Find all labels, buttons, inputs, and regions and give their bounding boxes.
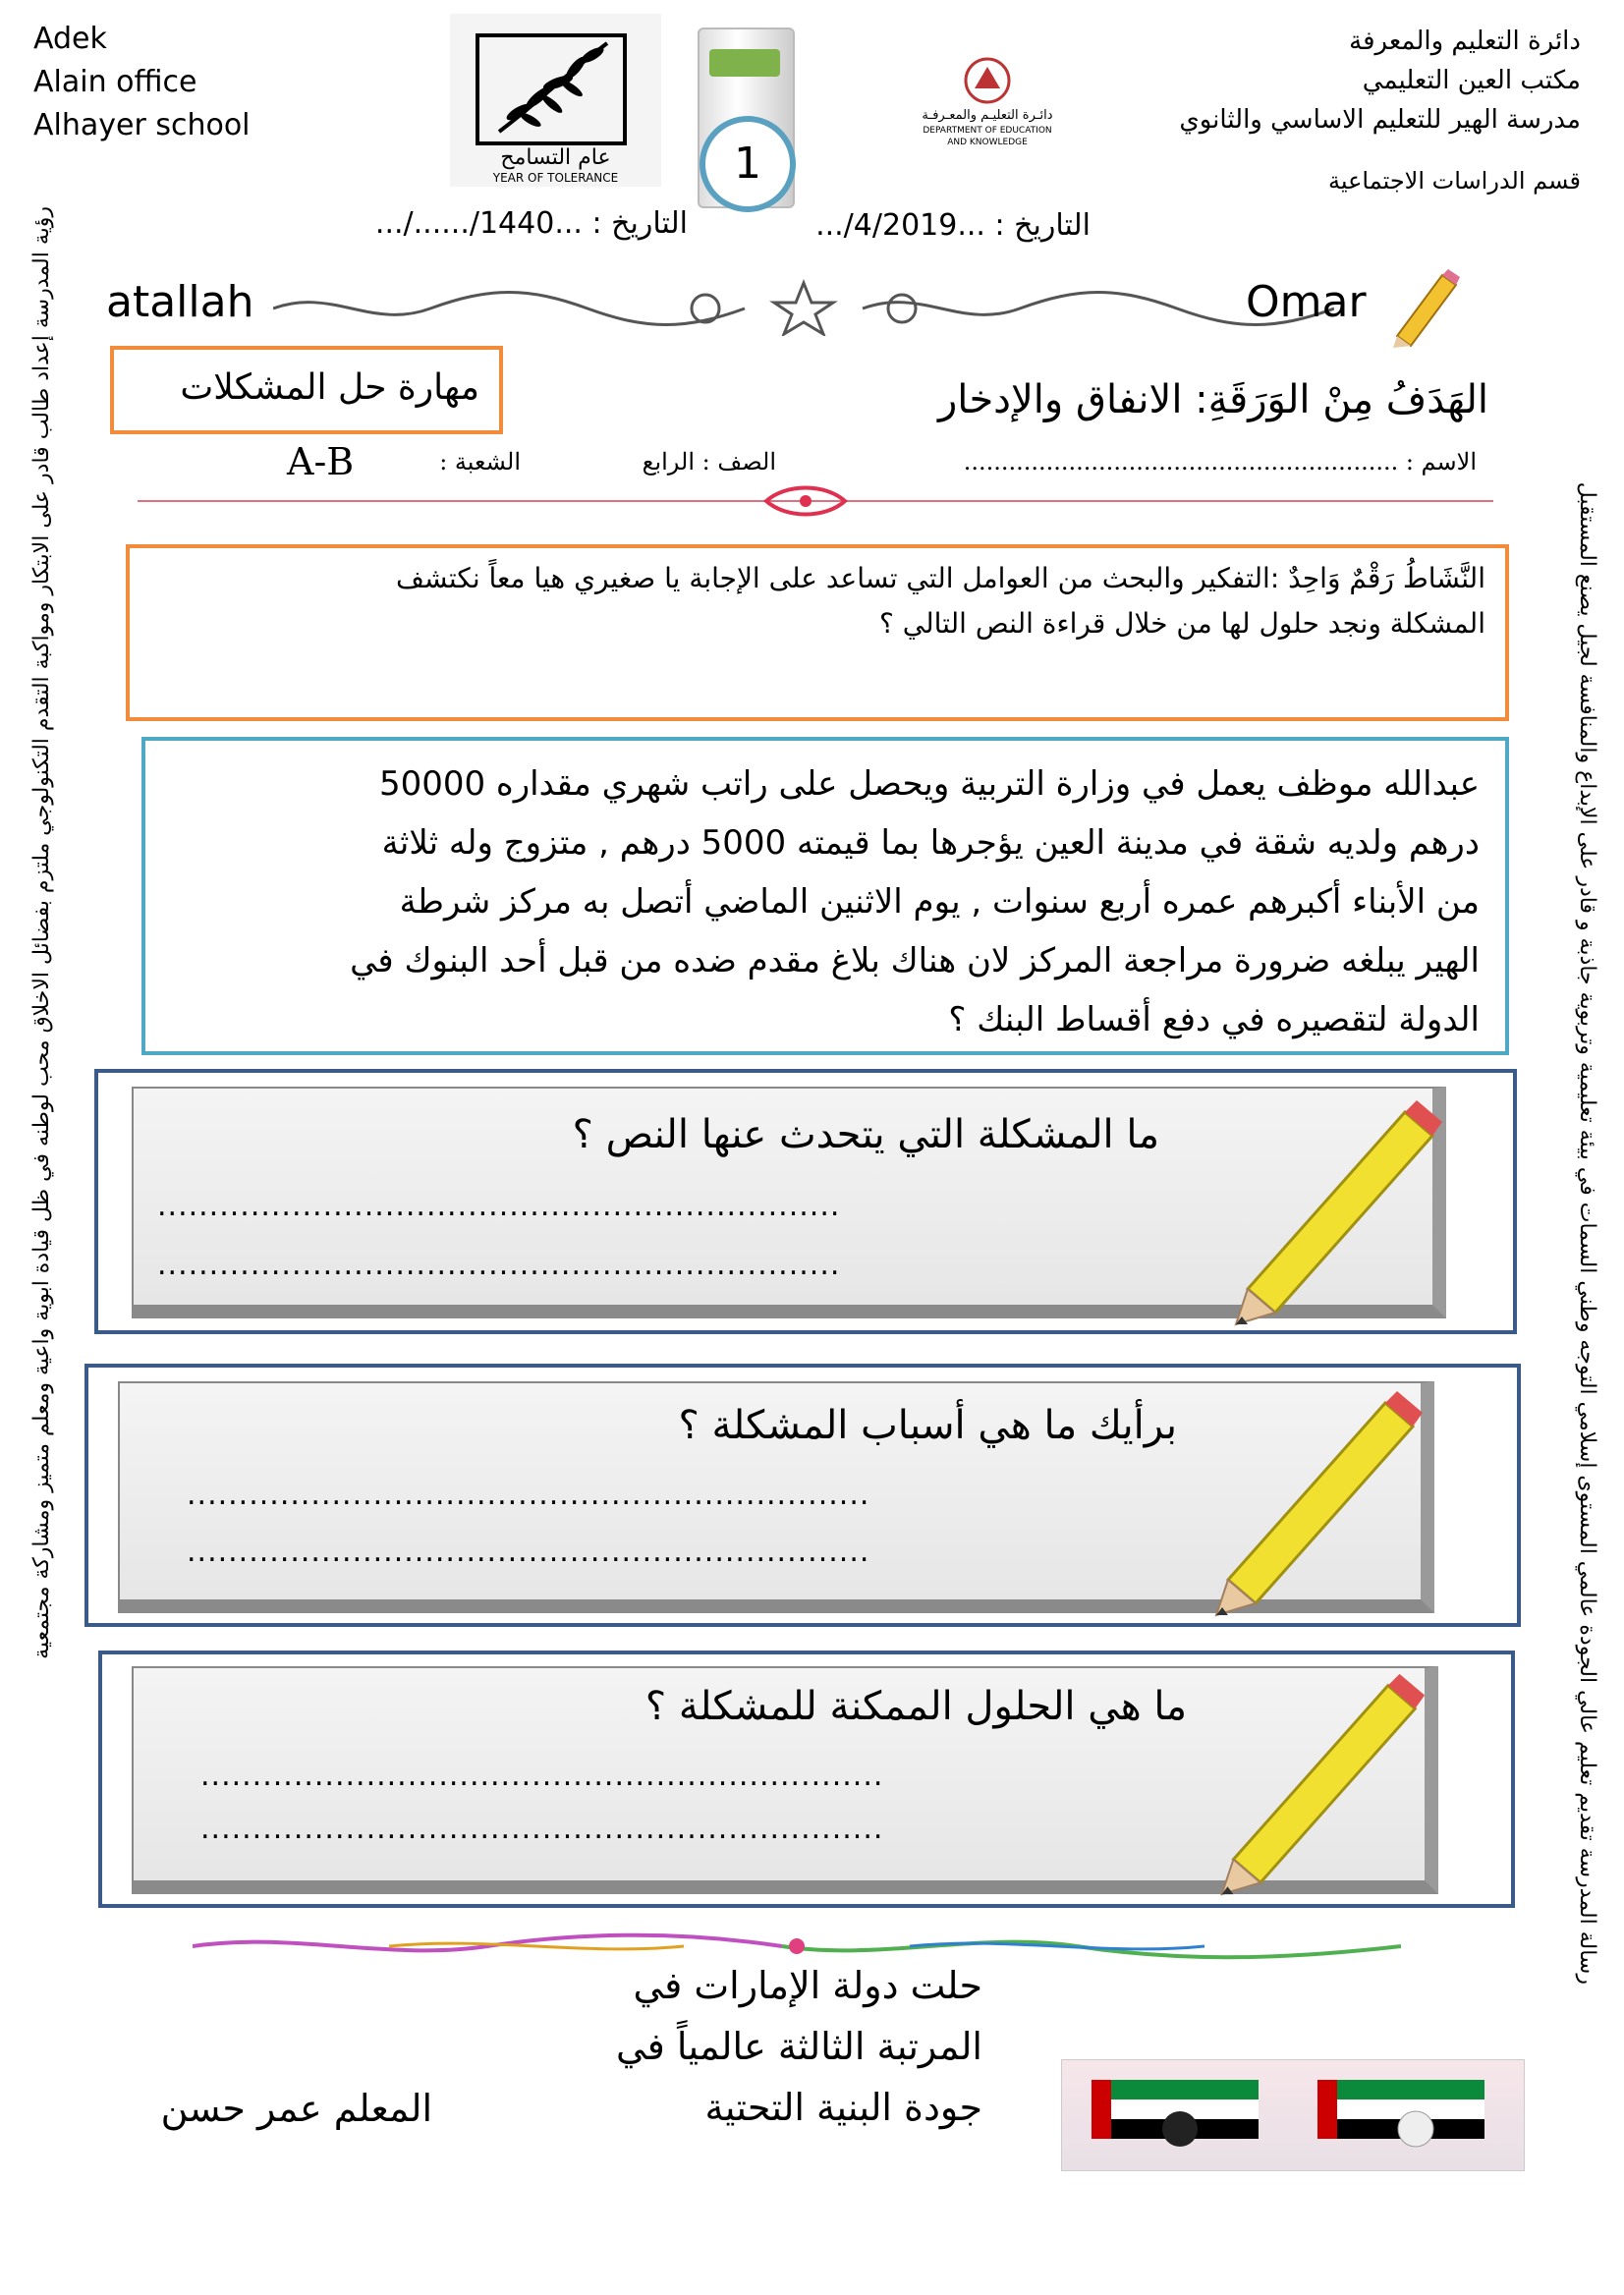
footer-fact bbox=[491, 1955, 982, 2138]
uae-flag-icon bbox=[1062, 2060, 1524, 2170]
passage-line: الهير يبلغه ضرورة مراجعة المركز لان هناك بلاغ مقدم ضده من قبل أحد البنوك في bbox=[350, 941, 1480, 980]
passage-line: من الأبناء أكبرهم عمره أربع سنوات , يوم الاثنين الماضي أتصل به مركز شرطة bbox=[399, 882, 1480, 922]
goal-heading: الهَدَفُ مِنْ الوَرَقَةِ: الانفاق والإدخار bbox=[937, 377, 1488, 422]
date-gregorian: التاريخ : ...4/2019/... bbox=[815, 208, 1091, 243]
tolerance-en: YEAR OF TOLERANCE bbox=[492, 171, 619, 185]
school-vision-text: رؤية المدرسة إعداد طالب قادر على الابتكار ومواكبة التقدم التكنولوجي ملتزم بفضائل الاخلاق محب لوطنه في ظل قيادة ابوية واعية ومعلم متميز ومشاركة مجتمعية bbox=[29, 206, 54, 1659]
question-box-3 bbox=[98, 1651, 1515, 1908]
answer-line[interactable]: .................................................................. bbox=[200, 1759, 884, 1793]
skill-title-box bbox=[110, 346, 503, 434]
answer-line[interactable]: .................................................................. bbox=[187, 1535, 870, 1569]
header-left-line: Adek bbox=[33, 22, 107, 56]
header-right-line: مدرسة الهير للتعليم الاساسي والثانوي bbox=[1179, 105, 1581, 135]
footer-fact-line: حلت دولة الإمارات في bbox=[633, 1964, 982, 2007]
header-right-line: مكتب العين التعليمي bbox=[1362, 66, 1581, 95]
page-number: 1 bbox=[700, 116, 796, 212]
teacher-name: المعلم عمر حسن bbox=[160, 2087, 432, 2130]
passage-line: الدولة لتقصيره في دفع أقساط البنك ؟ bbox=[948, 1000, 1480, 1039]
banner-right-name: Omar bbox=[1246, 277, 1367, 327]
adek-ar: دائـرة التعليـم والمعـرفـة bbox=[922, 108, 1053, 123]
footer-fact-line: المرتبة الثالثة عالمياً في bbox=[615, 2025, 982, 2068]
question-box-1 bbox=[94, 1069, 1517, 1334]
answer-line[interactable]: .................................................................. bbox=[187, 1478, 870, 1512]
red-divider-icon bbox=[138, 483, 1493, 523]
year-of-tolerance-logo bbox=[450, 14, 661, 187]
ornament-divider-icon bbox=[273, 277, 1334, 336]
section-label: الشعبة : bbox=[439, 448, 521, 476]
question-text: ما المشكلة التي يتحدث عنها النص ؟ bbox=[572, 1112, 1159, 1157]
skill-title: مهارة حل المشكلات bbox=[180, 367, 479, 408]
tolerance-ar: عام التسامح bbox=[500, 145, 611, 170]
answer-line[interactable]: .................................................................. bbox=[157, 1248, 841, 1282]
banner-left-name: atallah bbox=[106, 277, 254, 327]
name-banner bbox=[106, 267, 1462, 348]
falcon-emblem-icon bbox=[914, 49, 1061, 108]
pencil-icon bbox=[1218, 1092, 1444, 1328]
question-text: ما هي الحلول الممكنة للمشكلة ؟ bbox=[644, 1684, 1187, 1729]
student-name-field[interactable]: الاسم : .......................................................... bbox=[963, 448, 1477, 476]
date-hijri: التاريخ : ...1440/....../... bbox=[374, 206, 688, 241]
passage-line: درهم ولديه شقة في مدينة العين يؤجرها بما قيمته 5000 درهم , متزوج وله ثلاثة bbox=[381, 823, 1480, 863]
department: قسم الدراسات الاجتماعية bbox=[1327, 167, 1581, 195]
header-left-line: Alhayer school bbox=[33, 108, 251, 142]
class-label: الصف : الرابع bbox=[642, 448, 776, 476]
header-left bbox=[33, 18, 251, 147]
question-box-2 bbox=[84, 1364, 1521, 1627]
adek-logo bbox=[914, 49, 1061, 157]
adek-en2: AND KNOWLEDGE bbox=[947, 138, 1028, 147]
answer-line[interactable]: .................................................................. bbox=[157, 1189, 841, 1223]
pencil-icon bbox=[1383, 267, 1462, 348]
adek-en1: DEPARTMENT OF EDUCATION bbox=[923, 126, 1052, 136]
section-value: A-B bbox=[287, 440, 355, 483]
header-left-line: Alain office bbox=[33, 65, 197, 99]
pencil-icon bbox=[1203, 1666, 1428, 1898]
booklet-green-band bbox=[709, 49, 780, 77]
pencil-icon bbox=[1199, 1383, 1425, 1619]
passage-text bbox=[173, 755, 1480, 1049]
school-mission-text: رسالة المدرسة تقديم تعليم عالي الجودة عالمي المستوى إسلامي التوجه وطني السمات في بيئة تعليمية وتربوية جاذبة و قادر على الإبداع والمنافسة لجيل يصنع المستقبل bbox=[1575, 481, 1599, 1985]
uae-flag-picture bbox=[1061, 2059, 1525, 2171]
answer-line[interactable]: .................................................................. bbox=[200, 1812, 884, 1846]
activity-box bbox=[126, 544, 1509, 721]
activity-line-2: المشكلة ونجد حلول لها من خلال قراءة النص التالي ؟ bbox=[879, 607, 1485, 640]
passage-line: عبدالله موظف يعمل في وزارة التربية ويحصل على راتب شهري مقداره 50000 bbox=[378, 764, 1480, 804]
question-text: برأيك ما هي أسباب المشكلة ؟ bbox=[678, 1403, 1177, 1448]
header-right bbox=[1070, 22, 1581, 140]
activity-line-1: النَّشَاطُ رَقْمٌ وَاحِدٌ :التفكير والبحث من العوامل التي تساعد على الإجابة يا صغيري هيا معاً نكتشف bbox=[395, 562, 1485, 594]
header-right-line: دائرة التعليم والمعرفة bbox=[1349, 27, 1581, 56]
passage-box bbox=[141, 737, 1509, 1055]
footer-fact-line: جودة البنية التحتية bbox=[704, 2086, 982, 2129]
